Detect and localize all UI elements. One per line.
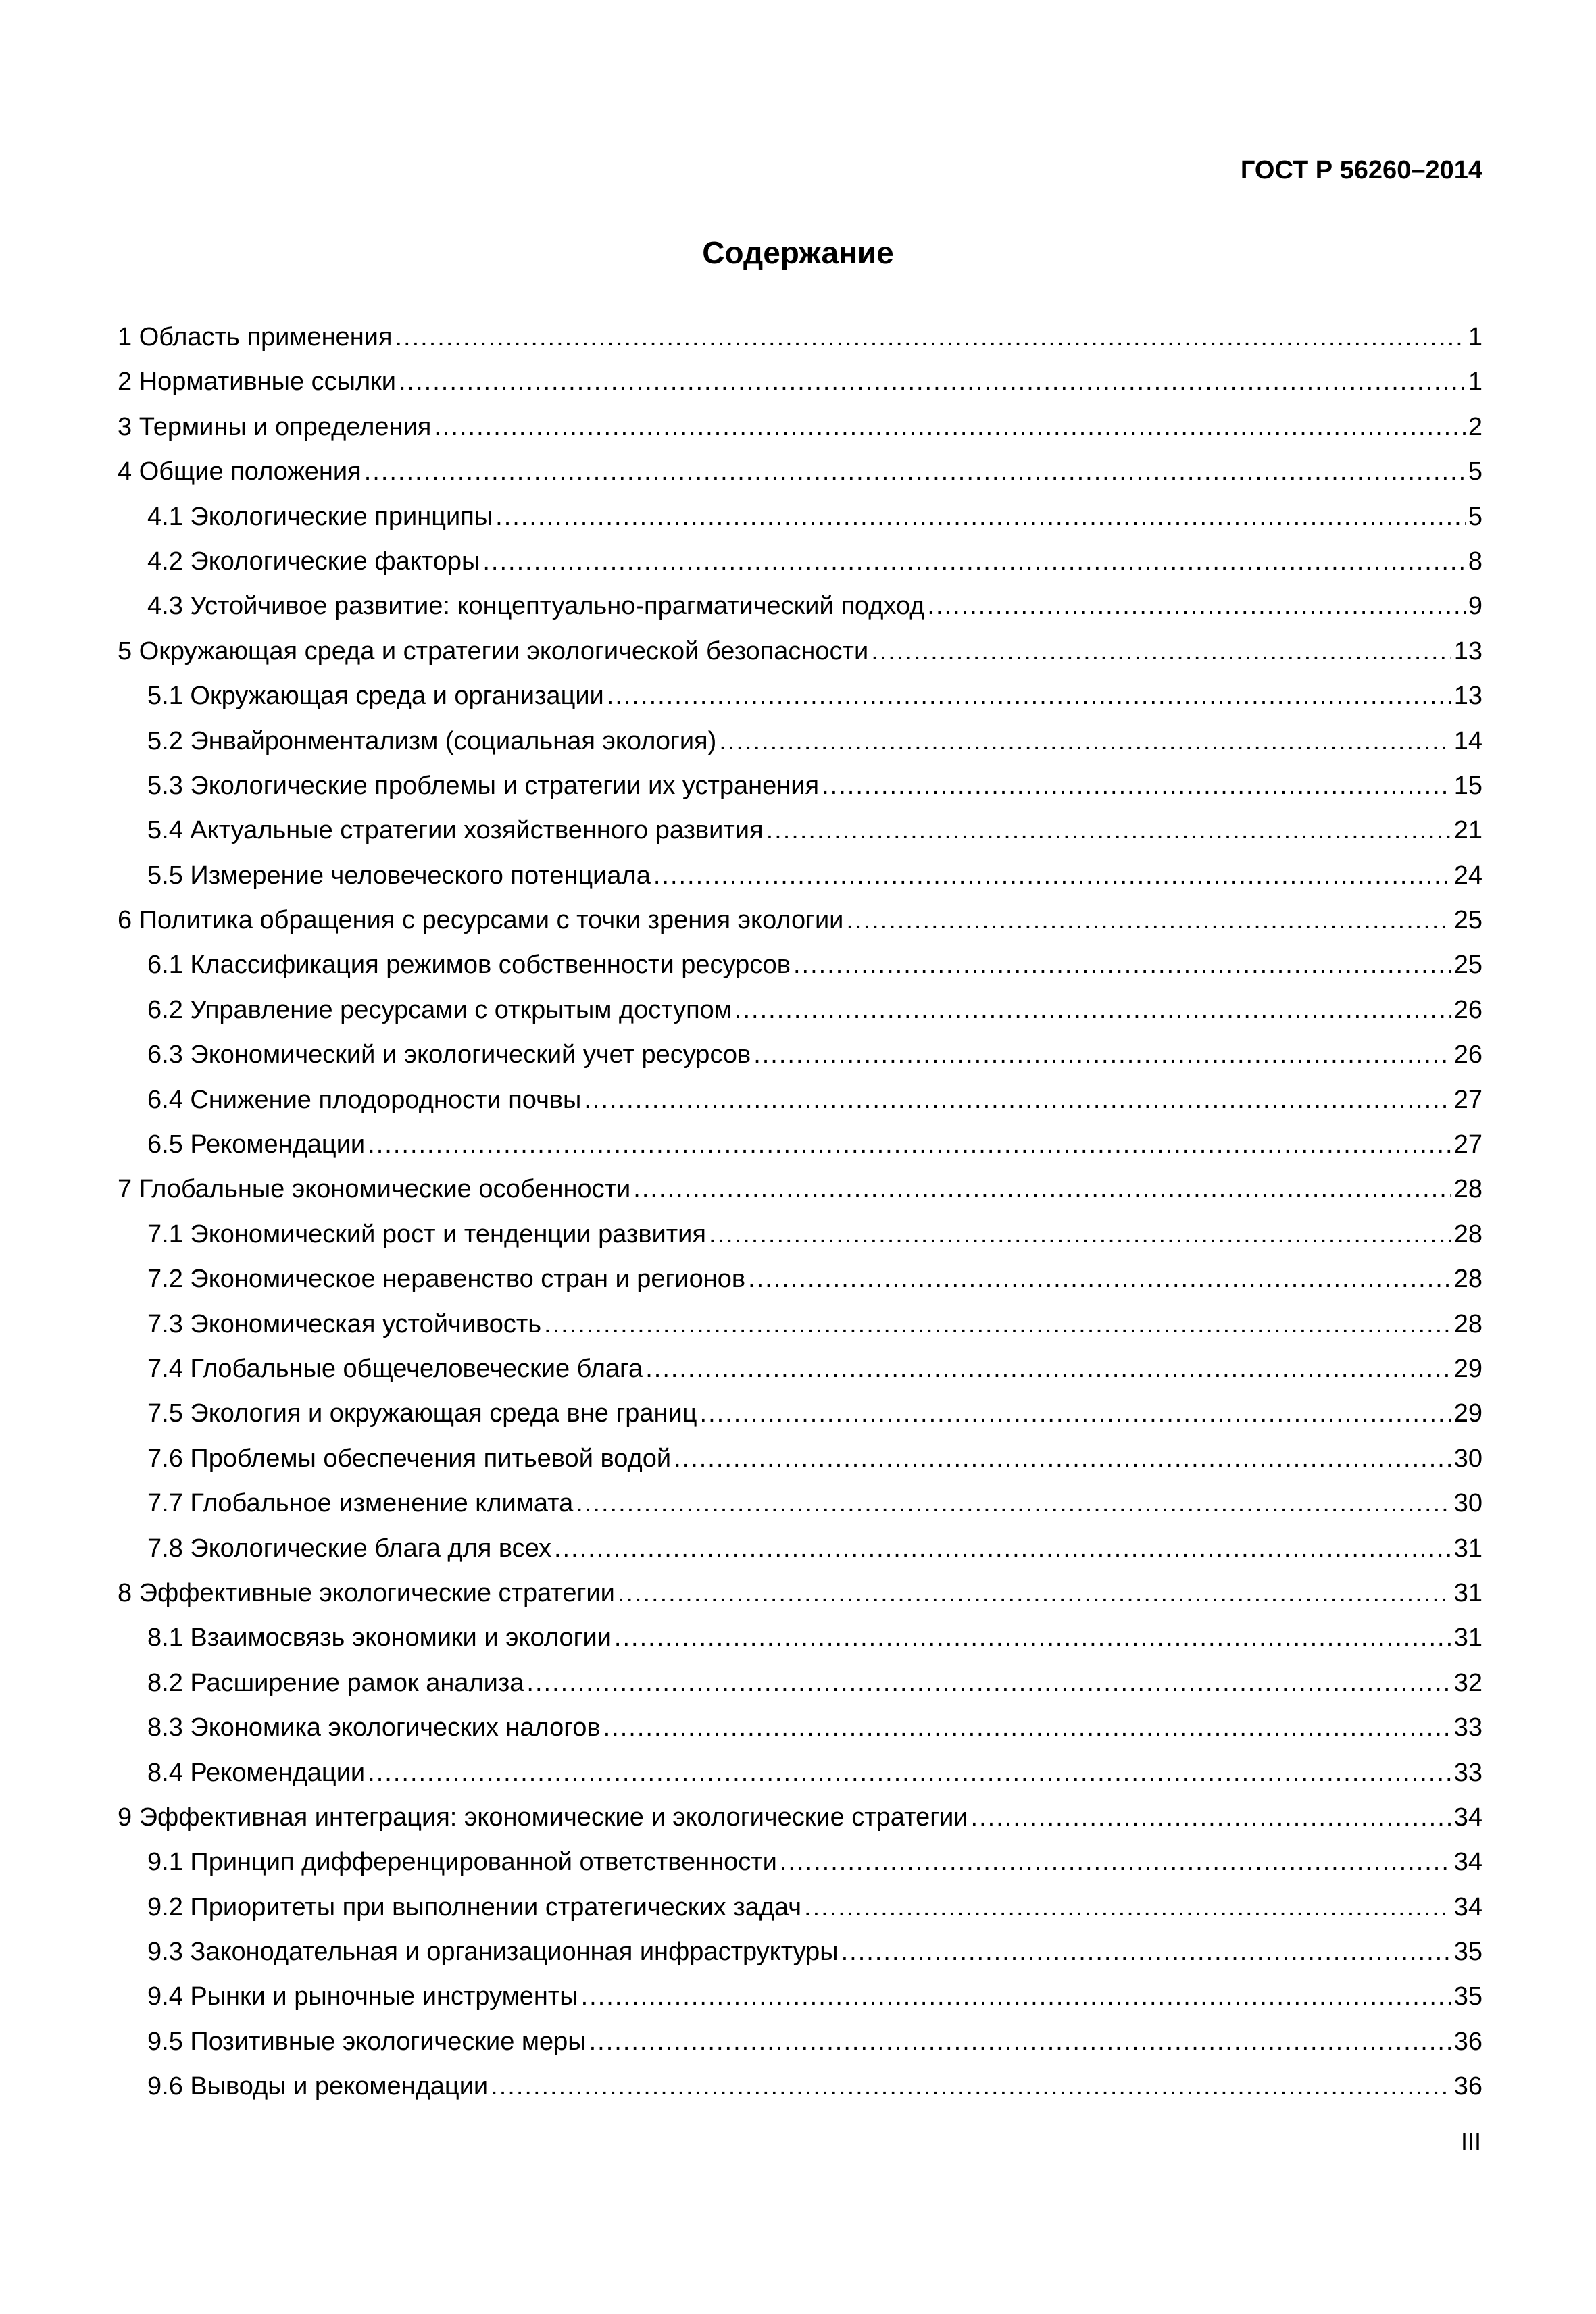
- dot-leader: [780, 1840, 1451, 1884]
- toc-entry-label: 7.7 Глобальное изменение климата: [147, 1489, 574, 1518]
- toc-entry-page: 31: [1453, 1578, 1482, 1607]
- toc-entry-label: 7.5 Экология и окружающая среда вне границ: [147, 1399, 697, 1428]
- toc-entry[interactable]: [118, 1795, 1482, 1840]
- dot-leader: [482, 539, 1466, 584]
- dot-leader: [526, 1661, 1451, 1705]
- toc-entry-label: 8.2 Расширение рамок анализа: [147, 1668, 524, 1697]
- toc-entry[interactable]: [118, 1436, 1482, 1481]
- toc-entry-label: 1 Область применения: [118, 323, 393, 351]
- toc-entry-page: 27: [1453, 1085, 1482, 1114]
- toc-entry[interactable]: [118, 405, 1482, 449]
- toc-entry[interactable]: [118, 449, 1482, 494]
- dot-leader: [368, 1122, 1451, 1167]
- toc-entry[interactable]: [118, 719, 1482, 763]
- dot-leader: [434, 405, 1466, 449]
- toc-entry[interactable]: [118, 1481, 1482, 1526]
- toc-entry-label: 7.8 Экологические блага для всех: [147, 1534, 551, 1563]
- dot-leader: [645, 1347, 1451, 1391]
- dot-leader: [674, 1436, 1451, 1481]
- dot-leader: [554, 1526, 1451, 1571]
- toc-entry-page: 30: [1453, 1444, 1482, 1473]
- toc-entry-label: 4 Общие положения: [118, 457, 361, 486]
- toc-entry[interactable]: [118, 853, 1482, 898]
- toc-entry[interactable]: [118, 1885, 1482, 1930]
- toc-entry-page: 13: [1453, 636, 1482, 665]
- dot-leader: [804, 1885, 1451, 1930]
- toc-entry-label: 5.4 Актуальные стратегии хозяйственного развития: [147, 816, 764, 845]
- toc-entry-label: 9.2 Приоритеты при выполнении стратегических задач: [147, 1892, 802, 1921]
- toc-entry-page: 36: [1453, 2072, 1482, 2101]
- toc-entry-label: 7.6 Проблемы обеспечения питьевой водой: [147, 1444, 672, 1473]
- dot-leader: [589, 2019, 1451, 2064]
- toc-entry-page: 30: [1453, 1489, 1482, 1518]
- dot-leader: [927, 584, 1465, 628]
- toc-entry-label: 6.1 Классификация режимов собственности ресурсов: [147, 951, 791, 980]
- toc-entry-label: 5 Окружающая среда и стратегии экологической безопасности: [118, 636, 869, 665]
- toc-entry[interactable]: [118, 1391, 1482, 1436]
- toc-entry[interactable]: [118, 674, 1482, 718]
- toc-entry-label: 8.4 Рекомендации: [147, 1758, 366, 1787]
- dot-leader: [846, 898, 1451, 942]
- document-number: ГОСТ Р 56260–2014: [1240, 156, 1482, 184]
- toc-entry-label: 5.3 Экологические проблемы и стратегии их устранения: [147, 771, 820, 800]
- toc-entry-page: 33: [1453, 1713, 1482, 1742]
- dot-leader: [544, 1302, 1451, 1347]
- dot-leader: [581, 1974, 1451, 2019]
- toc-entry-label: 9.6 Выводы и рекомендации: [147, 2072, 489, 2101]
- toc-entry[interactable]: [118, 359, 1482, 404]
- dot-leader: [603, 1705, 1451, 1750]
- toc-entry-label: 6.3 Экономический и экологический учет ресурсов: [147, 1040, 751, 1070]
- toc-entry-page: 2: [1468, 412, 1482, 441]
- toc-entry-label: 4.3 Устойчивое развитие: концептуально-прагматический подход: [147, 592, 925, 621]
- dot-leader: [841, 1930, 1451, 1974]
- toc-entry[interactable]: [118, 315, 1482, 359]
- toc-entry-page: 33: [1453, 1758, 1482, 1787]
- toc-entry-label: 4.2 Экологические факторы: [147, 547, 480, 576]
- dot-leader: [719, 719, 1451, 763]
- toc-entry-page: 26: [1453, 1040, 1482, 1070]
- dot-leader: [633, 1167, 1451, 1211]
- toc-entry[interactable]: [118, 584, 1482, 628]
- dot-leader: [584, 1078, 1451, 1122]
- toc-entry-page: 35: [1453, 1938, 1482, 1967]
- toc-entry[interactable]: [118, 1347, 1482, 1391]
- toc-entry[interactable]: [118, 898, 1482, 942]
- toc-entry-page: 29: [1453, 1399, 1482, 1428]
- toc-entry-label: 6.2 Управление ресурсами с открытым доступом: [147, 995, 732, 1024]
- toc-entry-page: 25: [1453, 951, 1482, 980]
- toc-entry-label: 7.1 Экономический рост и тенденции развития: [147, 1219, 706, 1249]
- toc-entry[interactable]: [118, 1032, 1482, 1077]
- toc-entry[interactable]: [118, 1930, 1482, 1974]
- toc-entry[interactable]: [118, 495, 1482, 539]
- toc-entry-page: 14: [1453, 726, 1482, 755]
- toc-entry-label: 4.1 Экологические принципы: [147, 502, 493, 531]
- toc-entry-page: 35: [1453, 1982, 1482, 2011]
- table-of-contents: [118, 315, 1482, 2109]
- toc-entry-label: 9 Эффективная интеграция: экономические и экологические стратегии: [118, 1803, 968, 1832]
- toc-entry-page: 28: [1453, 1265, 1482, 1294]
- dot-leader: [491, 2064, 1451, 2109]
- dot-leader: [653, 853, 1451, 898]
- toc-entry-label: 5.1 Окружающая среда и организации: [147, 682, 604, 711]
- toc-entry-label: 8 Эффективные экологические стратегии: [118, 1578, 615, 1607]
- dot-leader: [364, 449, 1466, 494]
- toc-entry-label: 5.5 Измерение человеческого потенциала: [147, 861, 651, 890]
- toc-entry[interactable]: [118, 2019, 1482, 2064]
- toc-entry-label: 3 Термины и определения: [118, 412, 432, 441]
- dot-leader: [793, 942, 1451, 987]
- toc-entry-label: 6.5 Рекомендации: [147, 1130, 366, 1159]
- toc-entry-label: 9.4 Рынки и рыночные инструменты: [147, 1982, 578, 2011]
- dot-leader: [399, 359, 1466, 404]
- page-number: III: [1460, 2128, 1481, 2155]
- toc-entry[interactable]: [118, 942, 1482, 987]
- toc-entry-label: 5.2 Энвайронментализм (социальная экология): [147, 726, 717, 755]
- dot-leader: [748, 1257, 1451, 1301]
- dot-leader: [871, 629, 1451, 674]
- toc-entry[interactable]: [118, 763, 1482, 808]
- toc-entry-label: 9.1 Принцип дифференцированной ответственности: [147, 1848, 777, 1877]
- toc-entry-label: 7.3 Экономическая устойчивость: [147, 1309, 542, 1338]
- toc-entry-page: 31: [1453, 1624, 1482, 1653]
- toc-entry-page: 29: [1453, 1354, 1482, 1383]
- toc-entry-label: 7.2 Экономическое неравенство стран и регионов: [147, 1265, 746, 1294]
- toc-entry-page: 34: [1453, 1803, 1482, 1832]
- toc-entry[interactable]: [118, 1078, 1482, 1122]
- toc-entry-page: 24: [1453, 861, 1482, 890]
- toc-entry-page: 32: [1453, 1668, 1482, 1697]
- toc-entry-label: 7 Глобальные экономические особенности: [118, 1175, 631, 1204]
- toc-entry-page: 25: [1453, 906, 1482, 935]
- toc-entry-label: 9.5 Позитивные экологические меры: [147, 2027, 587, 2056]
- toc-entry[interactable]: [118, 1257, 1482, 1301]
- toc-entry[interactable]: [118, 1974, 1482, 2019]
- dot-leader: [709, 1212, 1451, 1257]
- toc-entry[interactable]: [118, 1212, 1482, 1257]
- toc-entry-page: 26: [1453, 995, 1482, 1024]
- toc-entry[interactable]: [118, 1167, 1482, 1211]
- toc-entry-page: 1: [1468, 323, 1482, 351]
- dot-leader: [614, 1615, 1451, 1660]
- toc-entry[interactable]: [118, 1526, 1482, 1571]
- toc-entry[interactable]: [118, 808, 1482, 853]
- toc-entry-page: 5: [1468, 457, 1482, 486]
- toc-entry-label: 6 Политика обращения с ресурсами с точки зрения экологии: [118, 906, 844, 935]
- dot-leader: [607, 674, 1451, 718]
- toc-entry[interactable]: [118, 539, 1482, 584]
- toc-entry-page: 9: [1468, 592, 1482, 621]
- dot-leader: [368, 1751, 1451, 1795]
- toc-entry-label: 8.1 Взаимосвязь экономики и экологии: [147, 1624, 612, 1653]
- page-title: Содержание: [702, 235, 894, 270]
- toc-entry-page: 15: [1453, 771, 1482, 800]
- dot-leader: [822, 763, 1451, 808]
- dot-leader: [576, 1481, 1451, 1526]
- toc-entry-label: 2 Нормативные ссылки: [118, 368, 396, 397]
- dot-leader: [395, 315, 1465, 359]
- toc-entry-page: 31: [1453, 1534, 1482, 1563]
- toc-entry-page: 8: [1468, 547, 1482, 576]
- toc-entry-page: 21: [1453, 816, 1482, 845]
- dot-leader: [618, 1571, 1451, 1615]
- toc-entry-label: 6.4 Снижение плодородности почвы: [147, 1085, 582, 1114]
- dot-leader: [971, 1795, 1451, 1840]
- toc-entry[interactable]: [118, 1615, 1482, 1660]
- toc-entry-page: 28: [1453, 1219, 1482, 1249]
- toc-entry[interactable]: [118, 1705, 1482, 1750]
- toc-entry[interactable]: [118, 1661, 1482, 1705]
- toc-entry-page: 1: [1468, 368, 1482, 397]
- dot-leader: [753, 1032, 1451, 1077]
- dot-leader: [734, 988, 1451, 1032]
- toc-entry-label: 9.3 Законодательная и организационная инфраструктуры: [147, 1938, 839, 1967]
- toc-entry[interactable]: [118, 988, 1482, 1032]
- toc-entry-page: 27: [1453, 1130, 1482, 1159]
- dot-leader: [766, 808, 1451, 853]
- toc-entry-page: 28: [1453, 1175, 1482, 1204]
- toc-entry[interactable]: [118, 2064, 1482, 2109]
- toc-entry-label: 7.4 Глобальные общечеловеческие блага: [147, 1354, 643, 1383]
- toc-entry[interactable]: [118, 629, 1482, 674]
- toc-entry-page: 28: [1453, 1309, 1482, 1338]
- toc-entry-page: 13: [1453, 682, 1482, 711]
- dot-leader: [495, 495, 1466, 539]
- toc-entry-page: 34: [1453, 1892, 1482, 1921]
- toc-entry-label: 8.3 Экономика экологических налогов: [147, 1713, 601, 1742]
- toc-entry-page: 34: [1453, 1848, 1482, 1877]
- toc-entry[interactable]: [118, 1571, 1482, 1615]
- dot-leader: [700, 1391, 1451, 1436]
- toc-entry[interactable]: [118, 1302, 1482, 1347]
- toc-entry[interactable]: [118, 1840, 1482, 1884]
- toc-entry[interactable]: [118, 1122, 1482, 1167]
- toc-entry[interactable]: [118, 1751, 1482, 1795]
- toc-entry-page: 5: [1468, 502, 1482, 531]
- toc-entry-page: 36: [1453, 2027, 1482, 2056]
